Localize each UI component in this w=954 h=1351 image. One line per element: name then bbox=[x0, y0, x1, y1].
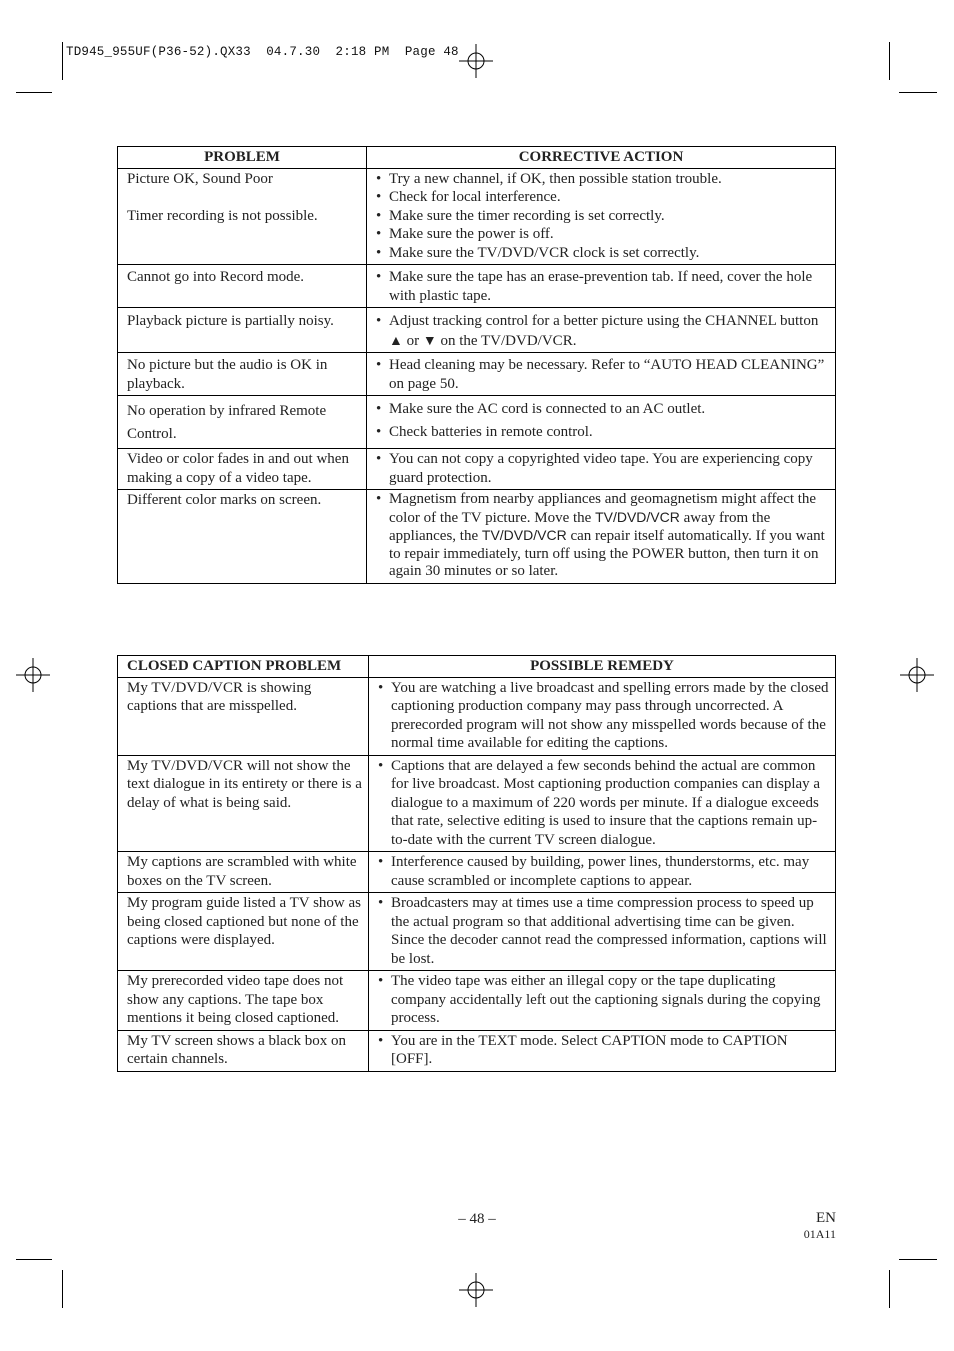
up-arrow-icon: ▲ bbox=[389, 331, 403, 348]
action-text: Adjust tracking control for a better picture using the CHANNEL button bbox=[389, 313, 819, 329]
table-row bbox=[118, 168, 836, 265]
registration-mark-bottom bbox=[459, 1273, 493, 1307]
table-row bbox=[118, 265, 836, 308]
column-header-cc-problem: CLOSED CAPTION PROBLEM bbox=[118, 656, 369, 678]
crop-mark bbox=[16, 1259, 52, 1260]
remedy-cell bbox=[369, 893, 836, 971]
down-arrow-icon: ▼ bbox=[422, 331, 437, 348]
crop-mark bbox=[62, 1270, 63, 1308]
action-item bbox=[376, 491, 829, 581]
crop-mark bbox=[16, 92, 52, 93]
action-cell bbox=[367, 449, 836, 490]
action-text: can repair itself automatically. If you want to repair immediately, turn off using the POWER button, then turn it on again 30 minutes or so later. bbox=[389, 528, 825, 579]
action-cell bbox=[367, 396, 836, 449]
table-row bbox=[118, 353, 836, 396]
action-text: on the TV/DVD/VCR. bbox=[440, 332, 577, 349]
remedy-cell bbox=[369, 1030, 836, 1071]
product-name: TV/DVD/VCR bbox=[595, 508, 680, 525]
action-item: • Make sure the timer recording is set correctly. bbox=[376, 207, 829, 226]
action-item: • Check for local interference. bbox=[376, 188, 829, 207]
problem-cell: My program guide listed a TV show as being closed captioned but none of the captions were displayed. bbox=[118, 893, 369, 971]
remedy-item: • You are watching a live broadcast and spelling errors made by the closed captioning production company may pass through uncorrected. A prerecorded program will not show any misspelled words because of the normal time available for editing the captions. bbox=[378, 679, 829, 753]
crop-mark bbox=[889, 42, 890, 80]
registration-mark-top bbox=[459, 44, 493, 78]
table-header-row bbox=[118, 147, 836, 169]
remedy-item: • Broadcasters may at times use a time compression process to speed up the actual program so that additional advertising time can be given. Since the decoder cannot read the compressed information, captions will be lost. bbox=[378, 894, 829, 968]
table-row bbox=[118, 449, 836, 490]
crop-mark bbox=[889, 1270, 890, 1308]
print-slug: TD945_955UF(P36-52).QX33 04.7.30 2:18 PM Page 48 bbox=[66, 45, 459, 59]
remedy-item: • The video tape was either an illegal copy or the tape duplicating company accidentally left out the captioning signals during the copying process. bbox=[378, 972, 829, 1028]
remedy-item: • You are in the TEXT mode. Select CAPTION mode to CAPTION [OFF]. bbox=[378, 1032, 829, 1069]
problem-cell bbox=[118, 168, 367, 265]
action-text: Magnetism from nearby appliances and geomagnetism might affect the color of the TV picture. Move the bbox=[389, 491, 817, 526]
problem-cell: No picture but the audio is OK in playback. bbox=[118, 353, 367, 396]
action-cell bbox=[367, 353, 836, 396]
vcr-troubleshooting-table bbox=[117, 146, 836, 584]
problem-cell: My prerecorded video tape does not show any captions. The tape box mentions it being closed captioned. bbox=[118, 971, 369, 1031]
problem-cell: My TV/DVD/VCR will not show the text dialogue in its entirety or there is a delay of what is being said. bbox=[118, 755, 369, 852]
page-number: – 48 – bbox=[458, 1211, 496, 1227]
table-row bbox=[118, 490, 836, 584]
action-item: • Make sure the TV/DVD/VCR clock is set correctly. bbox=[376, 244, 829, 263]
crop-mark bbox=[62, 42, 63, 80]
action-item: • Check batteries in remote control. bbox=[376, 423, 829, 442]
table-row bbox=[118, 677, 836, 755]
action-text: or bbox=[406, 332, 420, 349]
document-code: 01A11 bbox=[803, 1227, 836, 1241]
column-header-corrective-action: CORRECTIVE ACTION bbox=[367, 147, 836, 169]
closed-caption-table bbox=[117, 655, 836, 1072]
product-name: TV/DVD/VCR bbox=[481, 527, 567, 543]
action-cell bbox=[367, 168, 836, 265]
remedy-item: • Interference caused by building, power lines, thunderstorms, etc. may cause scrambled or incomplete captions to appear. bbox=[378, 853, 829, 890]
table-row bbox=[118, 971, 836, 1031]
language-code: EN bbox=[816, 1210, 836, 1226]
action-cell bbox=[367, 308, 836, 353]
remedy-item: • Captions that are delayed a few seconds behind the actual are common for live broadcast. Most captioning production companies can display a dialogue to a maximum of 220 words per minute. If a dialogue exceeds that rate, selective editing is used to insure that the captions remain up-to-date with the current TV screen dialogue. bbox=[378, 757, 829, 850]
remedy-cell bbox=[369, 677, 836, 755]
problem-cell: Video or color fades in and out when making a copy of a video tape. bbox=[118, 449, 367, 490]
table-row bbox=[118, 396, 836, 449]
problem-text: Picture OK, Sound Poor bbox=[127, 170, 273, 187]
action-cell bbox=[367, 490, 836, 584]
remedy-cell bbox=[369, 852, 836, 893]
crop-mark bbox=[899, 92, 937, 93]
problem-text: Timer recording is not possible. bbox=[127, 208, 318, 224]
action-item: • Make sure the power is off. bbox=[376, 225, 829, 244]
table-row bbox=[118, 755, 836, 852]
action-cell bbox=[367, 265, 836, 308]
action-item: • Make sure the AC cord is connected to an AC outlet. bbox=[376, 400, 829, 419]
action-item bbox=[376, 312, 829, 350]
column-header-problem: PROBLEM bbox=[118, 147, 367, 169]
table-row bbox=[118, 1030, 836, 1071]
column-header-possible-remedy: POSSIBLE REMEDY bbox=[369, 656, 836, 678]
action-text: away from the appliances, the bbox=[389, 509, 771, 544]
remedy-cell bbox=[369, 755, 836, 852]
registration-mark-right bbox=[900, 658, 934, 692]
action-item: • Try a new channel, if OK, then possible station trouble. bbox=[376, 170, 829, 189]
problem-cell: No operation by infrared Remote Control. bbox=[118, 396, 367, 449]
registration-mark-left bbox=[16, 658, 50, 692]
problem-cell: Different color marks on screen. bbox=[118, 490, 367, 584]
problem-cell: Playback picture is partially noisy. bbox=[118, 308, 367, 353]
table-header-row bbox=[118, 656, 836, 678]
table-row bbox=[118, 852, 836, 893]
problem-cell: My TV screen shows a black box on certain channels. bbox=[118, 1030, 369, 1071]
action-item: • Head cleaning may be necessary. Refer to “AUTO HEAD CLEANING” on page 50. bbox=[376, 356, 829, 393]
table-row bbox=[118, 893, 836, 971]
problem-cell: My captions are scrambled with white boxes on the TV screen. bbox=[118, 852, 369, 893]
action-item: • You can not copy a copyrighted video tape. You are experiencing copy guard protection. bbox=[376, 450, 829, 487]
problem-cell: My TV/DVD/VCR is showing captions that are misspelled. bbox=[118, 677, 369, 755]
action-item: • Make sure the tape has an erase-prevention tab. If need, cover the hole with plastic tape. bbox=[376, 268, 829, 305]
table-row bbox=[118, 308, 836, 353]
crop-mark bbox=[899, 1259, 937, 1260]
problem-cell: Cannot go into Record mode. bbox=[118, 265, 367, 308]
remedy-cell bbox=[369, 971, 836, 1031]
